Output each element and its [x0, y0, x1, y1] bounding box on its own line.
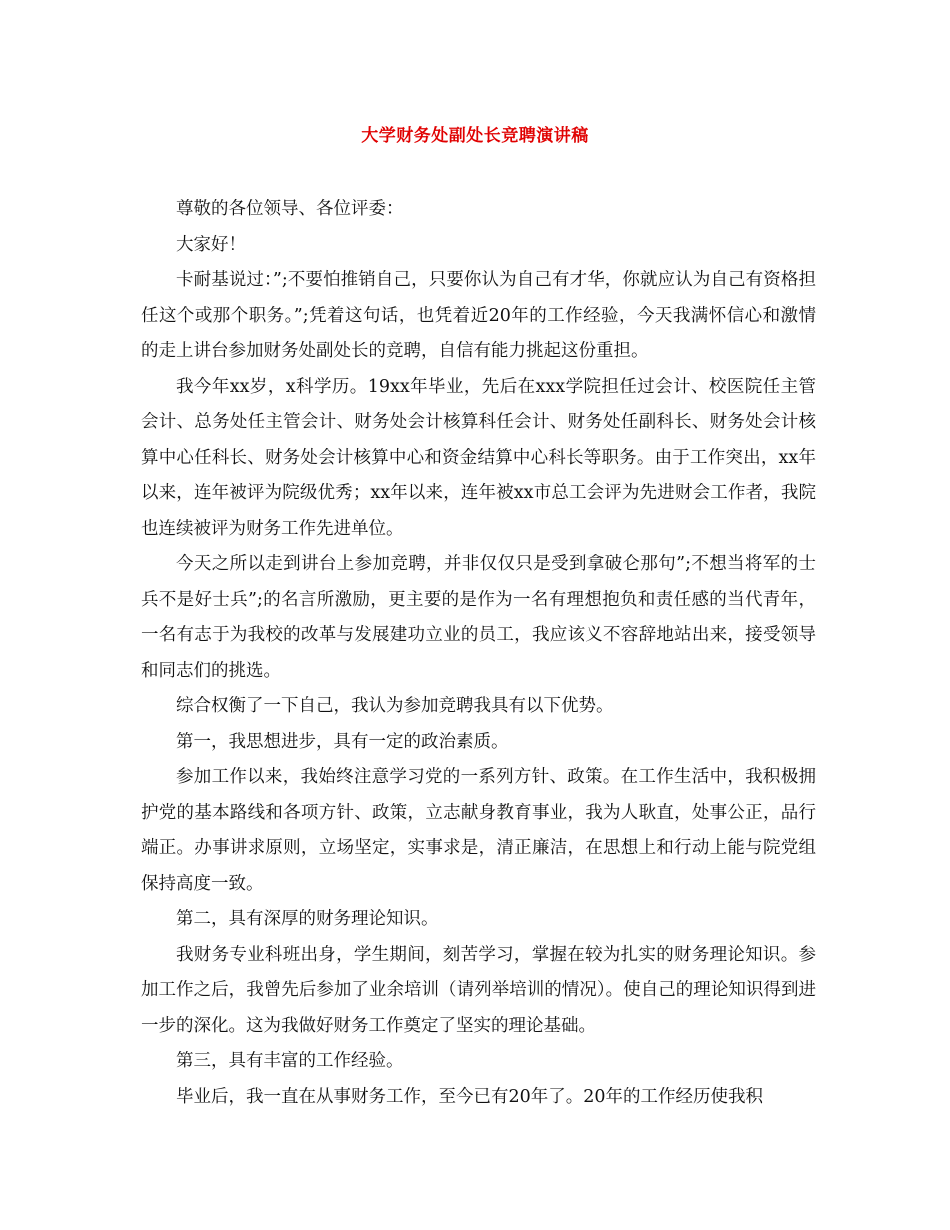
paragraph-heading: 第一，我思想进步，具有一定的政治素质。	[176, 731, 509, 752]
paragraph: 参加工作以来，我始终注意学习党的一系列方针、政策。在工作生活中，我积极拥护党的基本路线和各项方针、政策，立志献身教育事业，我为人耿直，处事公正，品行端正。办事讲求原则，立场坚定，实事求是，清正廉洁，在思想上和行动上能与院党组保持高度一致。	[141, 767, 816, 894]
document-title: 大学财务处副处长竞聘演讲稿	[361, 126, 589, 146]
paragraph-salutation: 尊敬的各位领导、各位评委：	[176, 199, 404, 219]
document-body	[141, 192, 816, 1115]
paragraph: 今天之所以走到讲台上参加竞聘，并非仅仅只是受到拿破仑那句”;不想当将军的士兵不是好士兵”;的名言所激励，更主要的是作为一名有理想抱负和责任感的当代青年，一名有志于为我校的改革与发展建功立业的员工，我应该义不容辞地站出来，接受领导和同志们的挑选。	[141, 554, 816, 681]
paragraph: 综合权衡了一下自己，我认为参加竞聘我具有以下优势。	[176, 696, 614, 716]
paragraph-heading: 第二，具有深厚的财务理论知识。	[176, 909, 439, 929]
paragraph-heading: 第三，具有丰富的工作经验。	[176, 1051, 404, 1071]
paragraph-greeting: 大家好！	[176, 234, 246, 255]
paragraph: 我今年xx岁，x科学历。19xx年毕业，先后在xxx学院担任过会计、校医院任主管会计、总务处任主管会计、财务处会计核算科任会计、财务处任副科长、财务处会计核算中心任科长、财务处会计核算中心和资金结算中心科长等职务。由于工作突出，xx年以来，连年被评为院级优秀；xx年以来，连年被xx市总工会评为先进财会工作者，我院也连续被评为财务工作先进单位。	[141, 376, 816, 539]
paragraph: 我财务专业科班出身，学生期间，刻苦学习，掌握在较为扎实的财务理论知识。参加工作之后，我曾先后参加了业余培训（请列举培训的情况）。使自己的理论知识得到进一步的深化。这为我做好财务工作奠定了坚实的理论基础。	[141, 944, 816, 1036]
paragraph: 毕业后，我一直在从事财务工作，至今已有20年了。20年的工作经历使我积	[176, 1086, 764, 1107]
paragraph: 卡耐基说过：”;不要怕推销自己，只要你认为自己有才华，你就应认为自己有资格担任这个或那个职务。”;凭着这句话，也凭着近20年的工作经验，今天我满怀信心和激情的走上讲台参加财务处副处长的竞聘，自信有能力挑起这份重担。	[141, 270, 816, 361]
